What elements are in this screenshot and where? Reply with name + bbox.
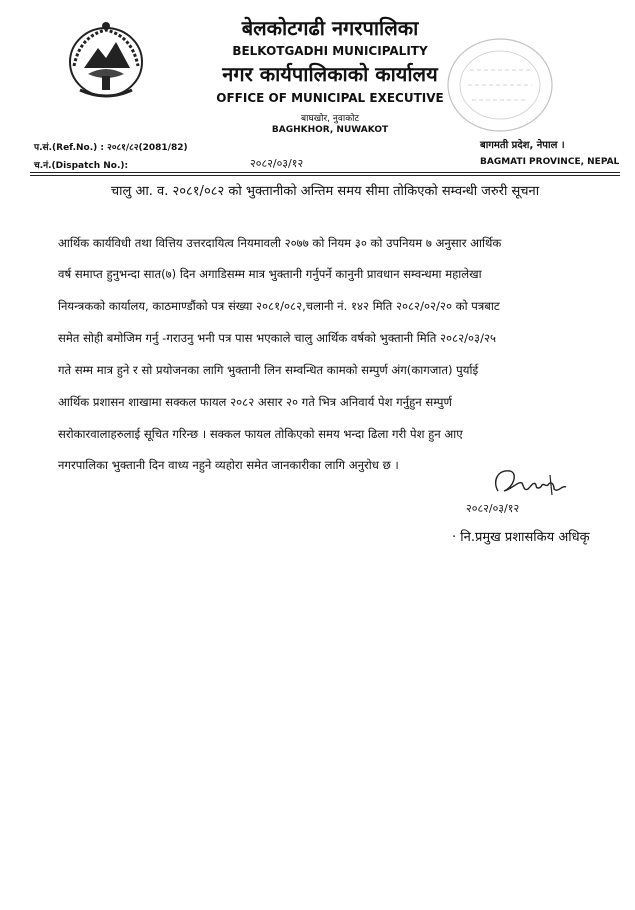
office-stamp — [440, 30, 560, 140]
signer-title: · नि.प्रमुख प्रशासकिय अधिकृ — [452, 530, 590, 545]
signature-date: २०८२/०३/१२ — [466, 502, 520, 515]
body-line: वर्ष समाप्त हुनुभन्दा सात(७) दिन अगाडिसम्म मात्र भुक्तानी गर्नुपर्ने कानुनी प्रावधान सम्वन्धमा महालेखा — [58, 267, 482, 281]
municipality-emblem-icon — [58, 16, 154, 104]
body-line: सरोकारवालाहरुलाई सूचित गरिन्छ । सक्कल फायल तोकिएको समय भन्दा ढिला गरी पेश हुन आए — [58, 427, 463, 441]
header-divider — [30, 175, 620, 176]
body-line: आर्थिक प्रशासन शाखामा सक्कल फायल २०८२ असार २० गते भित्र अनिवार्य पेश गर्नुहुन सम्पुर्ण — [58, 395, 452, 409]
municipality-name-nepali: बेलकोटगढी नगरपालिका — [241, 16, 419, 40]
dispatch-number: च.नं.(Dispatch No.): — [34, 161, 129, 171]
body-line: गते सम्म मात्र हुने र सो प्रयोजनका लागि भुक्तानी लिन सम्वन्धित कामको सम्पुर्ण अंग(कागजात) पुर्याई — [58, 363, 479, 377]
signature — [488, 463, 578, 503]
dispatch-date: २०८२/०३/१२ — [250, 157, 304, 170]
reference-number: प.सं.(Ref.No.) : २०८१/८२(2081/82) — [34, 143, 188, 153]
body-line: आर्थिक कार्यविधी तथा वित्तिय उत्तरदायित्व नियमावली २०७७ को नियम ३० को उपनियम ७ अनुसार आर्थिक — [58, 236, 502, 250]
province-nepali: बागमती प्रदेश, नेपाल । — [480, 140, 565, 151]
address-nepali: बाघखोर, नुवाकोट — [301, 114, 359, 124]
body-line: नगरपालिका भुक्तानी दिन वाध्य नहुने व्यहोरा समेत जानकारीका लागि अनुरोध छ । — [58, 458, 399, 472]
office-name-english: OFFICE OF MUNICIPAL EXECUTIVE — [216, 91, 444, 105]
body-line: नियन्त्रकको कार्यालय, काठमाण्डौंको पत्र संख्या २०८१/०८२,चलानी नं. १४२ मिति २०८२/०२/२० को पत्रबाट — [58, 299, 500, 313]
body-line: समेत सोही बमोजिम गर्नु -गराउनु भनी पत्र पास भएकाले चालु आर्थिक वर्षको भुक्तानी मिति २०८२/०३/२५ — [58, 331, 497, 345]
header-divider — [30, 172, 620, 173]
province-english: BAGMATI PROVINCE, NEPAL — [480, 157, 620, 167]
office-name-nepali: नगर कार्यपालिकाको कार्यालय — [222, 62, 438, 86]
address-english: BAGHKHOR, NUWAKOT — [271, 125, 389, 135]
municipality-name-english: BELKOTGADHI MUNICIPALITY — [232, 44, 428, 58]
notice-subject: चालु आ. व. २०८१/०८२ को भुक्तानीको अन्तिम समय सीमा तोकिएको सम्वन्धी जरुरी सूचना — [110, 184, 540, 199]
